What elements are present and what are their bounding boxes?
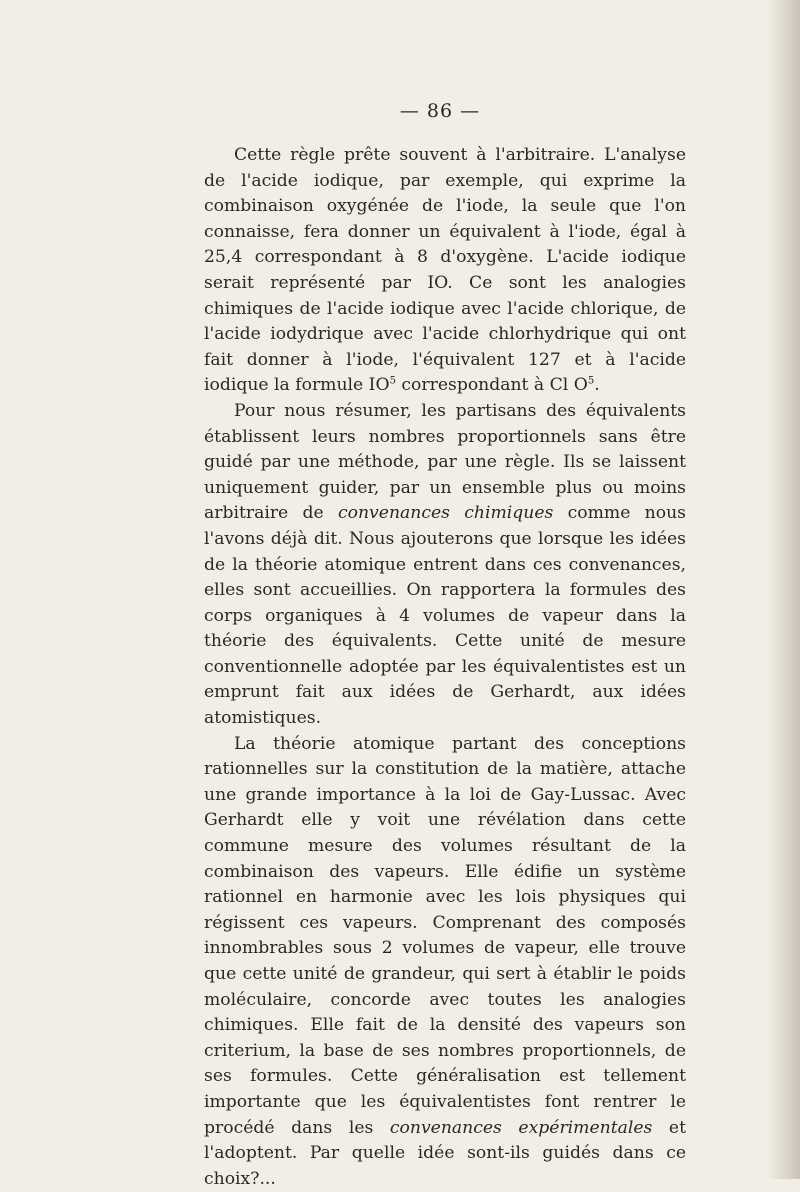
body-text	[204, 143, 686, 1192]
paragraph-3-text-b: et l'adoptent. Par quelle idée sont-ils guidés dans ce choix?...	[204, 1117, 687, 1189]
paragraph-2-italic: convenances chimiques	[338, 503, 554, 524]
paragraph-3	[204, 732, 686, 1192]
paragraph-2	[204, 399, 686, 732]
paragraph-1-text-b: correspondant à Cl O	[395, 375, 588, 396]
paragraph-1	[204, 143, 686, 399]
paragraph-2-text-a: Pour nous résumer, les partisans des équivalents établissent leurs nombres proportionnels sans être guidé par une méthode, par une règle. Ils se laissent uniquement guider, par un ensemble plus ou moins arbitraire de	[204, 400, 686, 524]
paragraph-1-superscript-b: 5	[587, 375, 595, 387]
page-edge-shadow	[766, 0, 800, 1179]
paragraph-3-text-a: La théorie atomique partant des conceptions rationnelles sur la constitution de la matière, attache une grande importance à la loi de Gay-Lussac. Avec Gerhardt elle y voit une révélation dans cette commune mesure des volumes résultant de la combinaison des vapeurs. Elle édifie un système rationnel en harmonie avec les lois physiques qui régissent ces vapeurs. Comprenant des composés innombrables sous 2 volumes de vapeur, elle trouve que cette unité de grandeur, qui sert à établir le poids moléculaire, concorde avec toutes les analogies chimiques. Elle fait de la densité des vapeurs son criterium, la base de ses nombres proportionnels, de ses formules. Cette généralisation est tellement importante que les équivalentistes font rentrer le procédé dans les	[204, 733, 686, 1138]
paragraph-1-superscript-a: 5	[389, 375, 396, 387]
paragraph-3-italic: convenances expérimentales	[389, 1117, 653, 1138]
page-number: — 86 —	[399, 100, 481, 122]
paragraph-2-text-b: comme nous l'avons déjà dit. Nous ajouterons que lorsque les idées de la théorie atomique entrent dans ces convenances, elles sont accueillies. On rapportera la formules des corps organiques à 4 volumes de vapeur dans la théorie des équivalents. Cette unité de mesure conventionnelle adoptée par les équivalentistes est un emprunt fait aux idées de Gerhardt, aux idées atomistiques.	[204, 503, 686, 729]
paragraph-1-text-a: Cette règle prête souvent à l'arbitraire. L'analyse de l'acide iodique, par exemple, qui exprime la combinaison oxygénée de l'iode, la seule que l'on connaisse, fera donner un équivalent à l'iode, égal à 25,4 correspondant à 8 d'oxygène. L'acide iodique serait représenté par IO. Ce sont les analogies chimiques de l'acide iodique avec l'acide chlorique, de l'acide iodydrique avec l'acide chlorhydrique qui ont fait donner à l'iode, l'équivalent 127 et à l'acide iodique la formule IO	[204, 145, 686, 396]
paragraph-1-text-c: .	[594, 375, 600, 396]
